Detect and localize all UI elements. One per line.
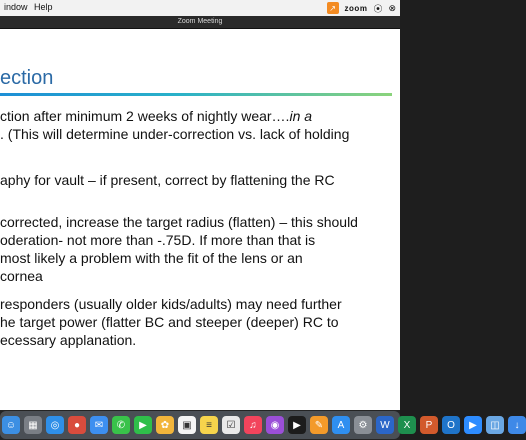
menu-help[interactable]: Help (34, 2, 53, 12)
powerpoint-icon[interactable]: P (420, 416, 438, 434)
paragraph-italic: in a (289, 108, 313, 124)
bullet-paragraph-3 (0, 213, 358, 285)
music-icon[interactable]: ♫ (244, 416, 262, 434)
bullet-paragraph-1 (0, 107, 349, 143)
mail-icon[interactable]: ✉ (90, 416, 108, 434)
slide-title: ection (0, 67, 54, 89)
pages-icon[interactable]: ✎ (310, 416, 328, 434)
shared-slide (0, 29, 400, 410)
reminders-icon[interactable]: ☑ (222, 416, 240, 434)
calendar-icon[interactable]: ▣ (178, 416, 196, 434)
paragraph-line: most likely a problem with the fit of the lens or an (0, 250, 303, 266)
safari-icon[interactable]: ◎ (46, 416, 64, 434)
menu-window[interactable]: indow (4, 2, 28, 12)
paragraph-line: he target power (flatter BC and steeper (deeper) RC to (0, 314, 339, 330)
photos-icon[interactable]: ✿ (156, 416, 174, 434)
messages-icon[interactable]: ✆ (112, 416, 130, 434)
downloads-icon[interactable]: ↓ (508, 416, 526, 434)
paragraph-text: ction after minimum 2 weeks of nightly wear…. (0, 108, 290, 124)
outlook-icon[interactable]: O (442, 416, 460, 434)
zoom-menu-label[interactable]: zoom (344, 3, 368, 13)
excel-icon[interactable]: X (398, 416, 416, 434)
window-title: Zoom Meeting (0, 16, 400, 29)
notes-icon[interactable]: ≡ (200, 416, 218, 434)
bullet-paragraph-4 (0, 295, 342, 349)
paragraph-text: aphy for vault – if present, correct by flattening the RC (0, 172, 335, 188)
facetime-icon[interactable]: ▶ (134, 416, 152, 434)
paragraph-line: corrected, increase the target radius (flatten) – this should (0, 214, 358, 230)
podcasts-icon[interactable]: ◉ (266, 416, 284, 434)
word-icon[interactable]: W (376, 416, 394, 434)
dock (0, 411, 520, 439)
menu-bar (0, 0, 400, 16)
launchpad-icon[interactable]: ▦ (24, 416, 42, 434)
title-divider (0, 93, 392, 96)
paragraph-line: responders (usually older kids/adults) may need further (0, 296, 342, 312)
preview-icon[interactable]: ◫ (486, 416, 504, 434)
app-store-icon[interactable]: A (332, 416, 350, 434)
paragraph-line: oderation- not more than -.75D. If more than that is (0, 232, 316, 248)
chrome-icon[interactable]: ● (68, 416, 86, 434)
record-icon[interactable]: ⦿ (373, 3, 383, 14)
paragraph-line: ecessary applanation. (0, 332, 137, 348)
status-area (327, 1, 396, 15)
tv-icon[interactable]: ▶ (288, 416, 306, 434)
paragraph-line: cornea (0, 268, 43, 284)
zoom-share-icon[interactable]: ↗ (327, 2, 339, 14)
bullet-paragraph-2 (0, 171, 335, 189)
finder-icon[interactable]: ☺ (2, 416, 20, 434)
settings-icon[interactable]: ⚙ (354, 416, 372, 434)
close-icon[interactable]: ⊗ (388, 2, 396, 13)
paragraph-text: . (This will determine under-correction vs. lack of holding (0, 126, 350, 142)
zoom-icon[interactable]: ▶ (464, 416, 482, 434)
